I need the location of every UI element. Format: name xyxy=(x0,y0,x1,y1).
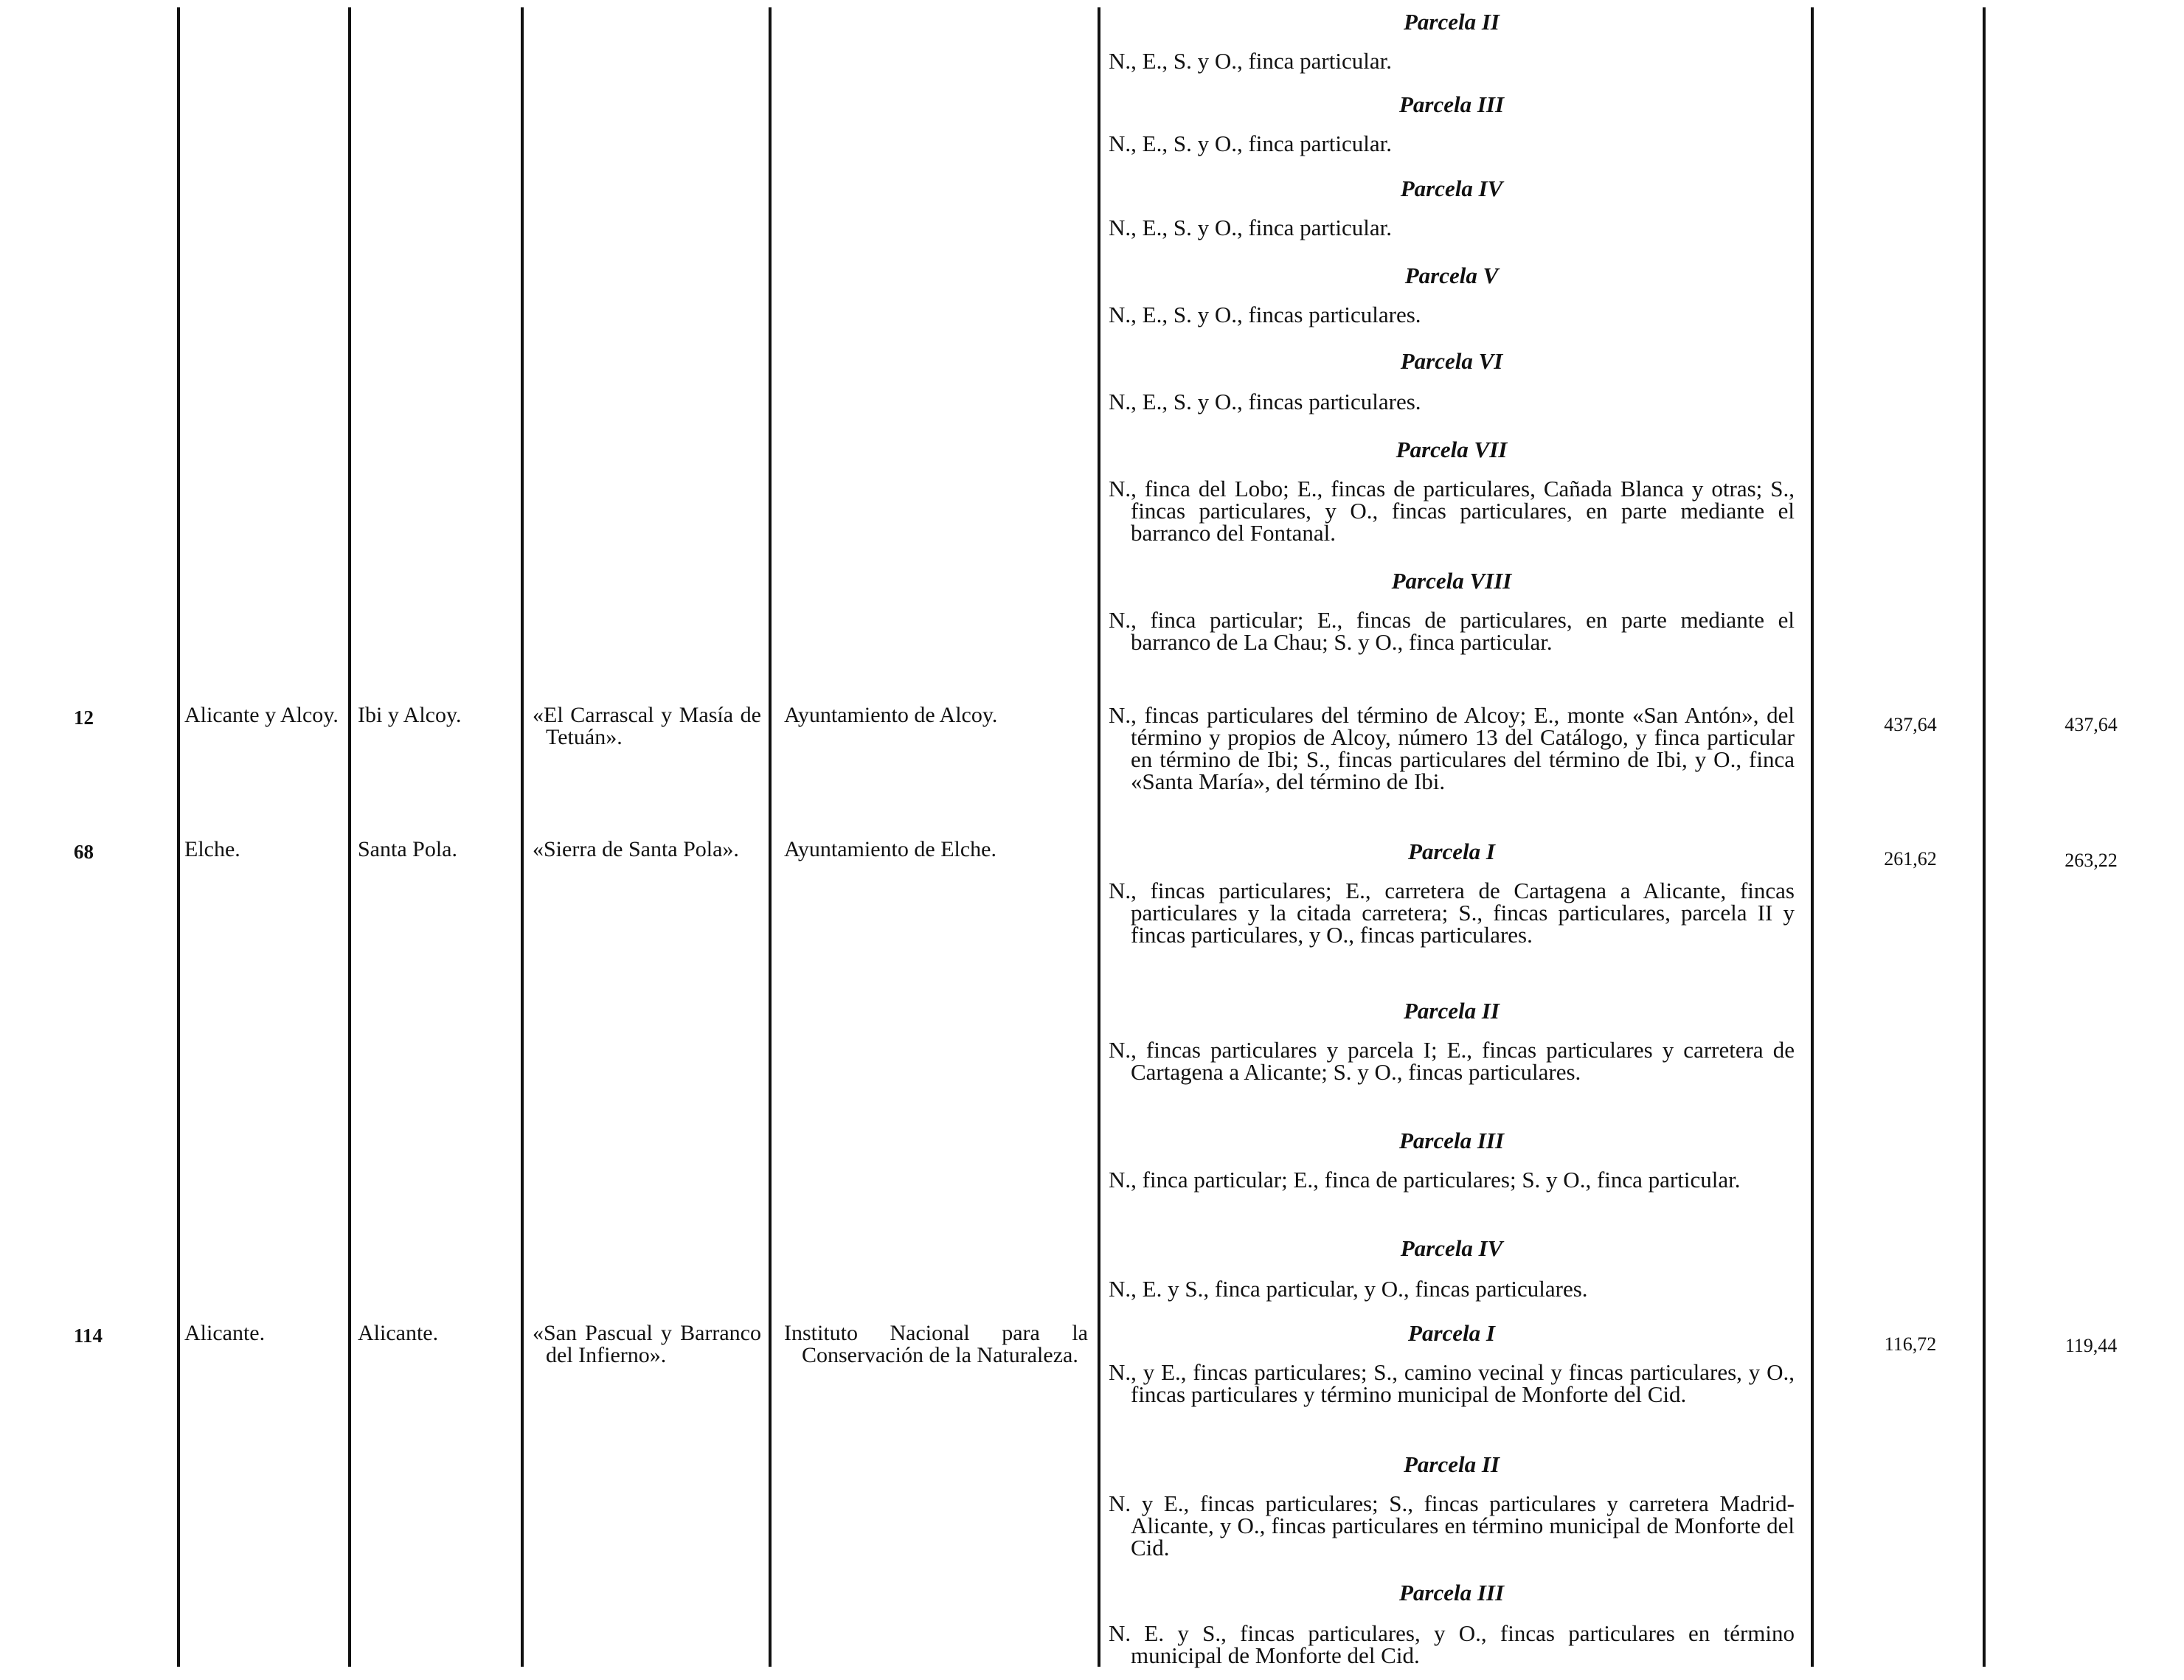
parcel-limits: N. E. y S., fincas particulares, y O., fincas particulares en término municipal de Monforte del Cid. xyxy=(1109,1620,1795,1668)
parcel-limits: N., E., S. y O., finca particular. xyxy=(1109,131,1392,156)
pertenencia: Instituto Nacional para la Conservación de la Naturaleza. xyxy=(784,1321,1088,1367)
parcel-heading: Parcela I xyxy=(1408,839,1495,864)
parcel-limits: N., E., S. y O., fincas particulares. xyxy=(1109,389,1421,414)
parcel-limits: N. y E., fincas particulares; S., fincas particulares y carretera Madrid-Alicante, y O., fincas particulares en término municipal de Monforte del Cid. xyxy=(1109,1490,1795,1561)
entry-number: 12 xyxy=(74,707,94,729)
pertenencia: Ayuntamiento de Alcoy. xyxy=(784,703,998,727)
parcel-heading: Parcela VIII xyxy=(1391,568,1512,594)
partido-judicial: Elche. xyxy=(184,837,240,861)
column-rule xyxy=(177,7,180,1667)
parcel-limits: N., E., S. y O., fincas particulares. xyxy=(1109,302,1421,327)
cabida-publica: 261,62 xyxy=(1884,848,1937,869)
parcel-limits: N., E., S. y O., finca particular. xyxy=(1109,48,1392,74)
parcel-heading: Parcela IV xyxy=(1400,176,1503,201)
cabida-publica: 437,64 xyxy=(1884,714,1937,735)
parcel-limits: N., fincas particulares; E., carretera de Cartagena a Alicante, fincas particulares y la citada carretera; S., fincas particulares, parcela II y fincas particulares, y O., fincas particulares. xyxy=(1109,878,1795,948)
cabida-total: 437,64 xyxy=(2065,714,2118,735)
partido-judicial: Alicante. xyxy=(184,1321,266,1345)
parcel-heading: Parcela IV xyxy=(1400,1235,1503,1261)
pertenencia: Ayuntamiento de Elche. xyxy=(784,837,996,861)
parcel-heading: Parcela III xyxy=(1398,1580,1505,1606)
column-rule xyxy=(1983,7,1986,1667)
column-rule xyxy=(1811,7,1814,1667)
entry-number: 68 xyxy=(74,841,94,863)
parcel-limits: N., E., S. y O., finca particular. xyxy=(1109,215,1392,240)
column-rule xyxy=(769,7,772,1667)
parcel-heading: Parcela II xyxy=(1403,9,1500,35)
cabida-publica: 116,72 xyxy=(1884,1333,1937,1355)
monte-name: «San Pascual y Barranco del Infierno». xyxy=(533,1321,761,1367)
parcel-heading: Parcela VII xyxy=(1396,437,1508,462)
parcel-limits: N., fincas particulares del término de Alcoy; E., monte «San Antón», del término y propios de Alcoy, número 13 del Catálogo, y finca particular en término de Ibi; S., fincas particulares del término de Ibi, y O., finca «Santa María», del término de Ibi. xyxy=(1109,702,1795,794)
parcel-limits: N., finca del Lobo; E., fincas de particulares, Cañada Blanca y otras; S., fincas particulares, y O., fincas particulares, en parte mediante el barranco del Fontanal. xyxy=(1109,476,1795,546)
termino-municipal: Alicante. xyxy=(358,1321,439,1345)
parcel-heading: Parcela III xyxy=(1398,91,1505,117)
termino-municipal: Santa Pola. xyxy=(358,837,457,861)
column-rule xyxy=(1098,7,1100,1667)
column-rule xyxy=(521,7,524,1667)
parcel-limits: N., y E., fincas particulares; S., camino vecinal y fincas particulares, y O., fincas particulares y término municipal de Monforte del Cid. xyxy=(1109,1359,1795,1407)
parcel-limits: N., finca particular; E., fincas de particulares, en parte mediante el barranco de La Chau; S. y O., finca particular. xyxy=(1109,607,1795,655)
monte-name: «El Carrascal y Masía de Tetuán». xyxy=(533,703,761,749)
termino-municipal: Ibi y Alcoy. xyxy=(358,703,462,727)
parcel-heading: Parcela II xyxy=(1403,998,1500,1024)
parcel-limits: N., finca particular; E., finca de particulares; S. y O., finca particular. xyxy=(1109,1167,1741,1193)
entry-number: 114 xyxy=(74,1325,103,1347)
cabida-total: 119,44 xyxy=(2065,1335,2118,1356)
cabida-total: 263,22 xyxy=(2065,850,2118,871)
parcel-heading: Parcela VI xyxy=(1400,348,1503,374)
parcel-limits: N., fincas particulares y parcela I; E., fincas particulares y carretera de Cartagena a Alicante; S. y O., fincas particulares. xyxy=(1109,1037,1795,1085)
parcel-heading: Parcela V xyxy=(1404,263,1499,288)
parcel-heading: Parcela I xyxy=(1408,1320,1495,1346)
parcel-limits: N., E. y S., finca particular, y O., fincas particulares. xyxy=(1109,1276,1588,1302)
parcel-heading: Parcela II xyxy=(1403,1451,1500,1477)
column-rule xyxy=(348,7,351,1667)
monte-name: «Sierra de Santa Pola». xyxy=(533,837,739,861)
parcel-heading: Parcela III xyxy=(1398,1128,1505,1153)
partido-judicial: Alicante y Alcoy. xyxy=(184,703,339,727)
